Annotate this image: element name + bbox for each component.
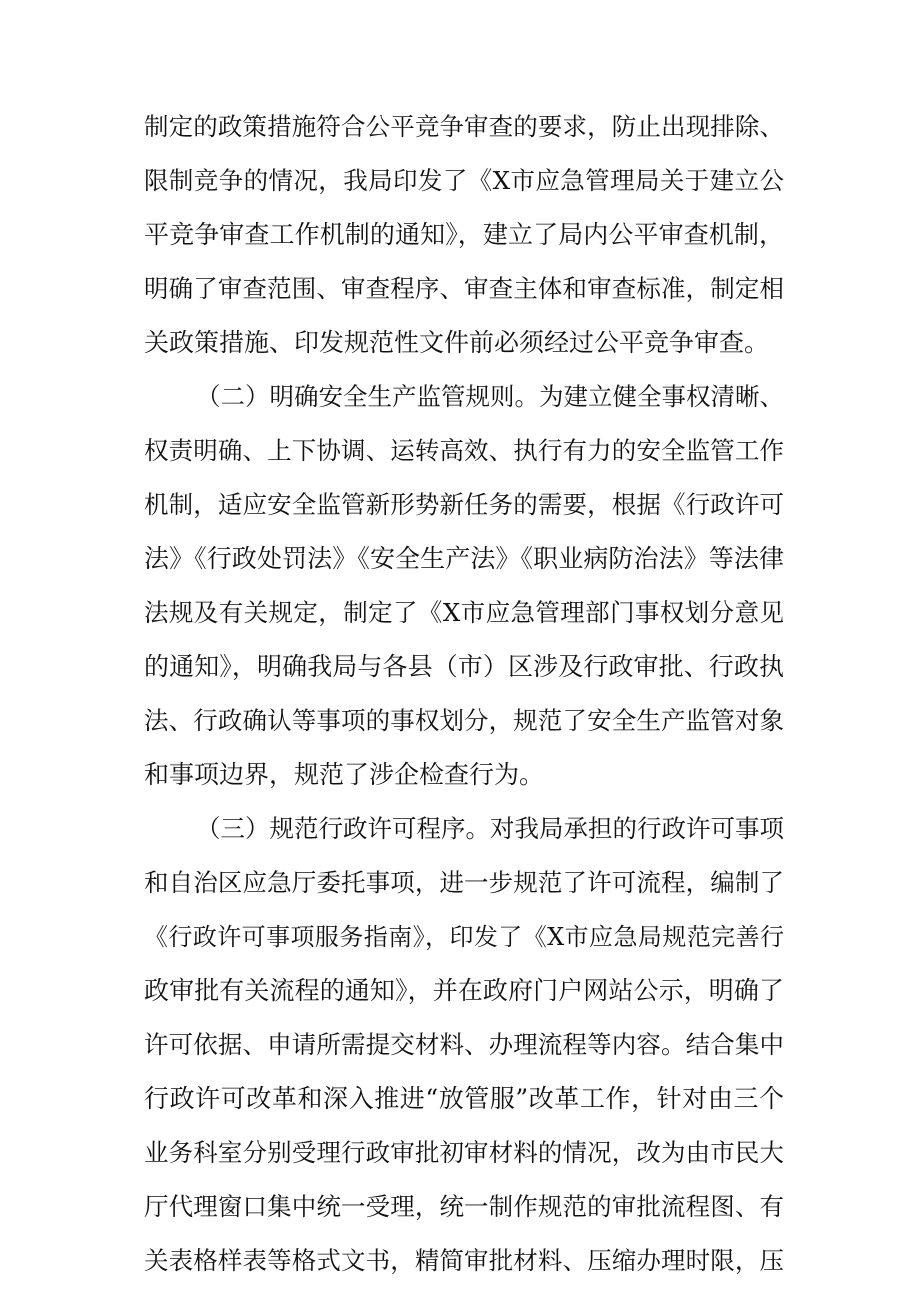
text-line: 平竞争审查工作机制的通知》，建立了局内公平审查机制， <box>144 220 784 249</box>
text-line: 权责明确、上下协调、运转高效、执行有力的安全监管工作 <box>144 436 784 465</box>
text-line: 机制，适应安全监管新形势新任务的需要，根据《行政许可 <box>144 490 784 519</box>
paragraph-heading-3: （三）规范行政许可程序。对我局承担的行政许可事项 <box>196 814 784 843</box>
text-line: 的通知》，明确我局与各县（市）区涉及行政审批、行政执 <box>144 652 784 681</box>
text-line: 厅代理窗口集中统一受理，统一制作规范的审批流程图、有 <box>144 1192 784 1221</box>
text-line: 法、行政确认等事项的事权划分，规范了安全生产监管对象 <box>144 706 784 735</box>
text-line: 行政许可改革和深入推进“放管服”改革工作，针对由三个 <box>144 1084 784 1113</box>
text-line: 关政策措施、印发规范性文件前必须经过公平竞争审查。 <box>144 328 770 357</box>
text-line: 许可依据、申请所需提交材料、办理流程等内容。结合集中 <box>144 1030 784 1059</box>
text-line: 业务科室分别受理行政审批初审材料的情况，改为由市民大 <box>144 1138 784 1167</box>
text-line: 法》《行政处罚法》《安全生产法》《职业病防治法》等法律 <box>144 544 784 573</box>
text-line: 和事项边界，规范了涉企检查行为。 <box>144 760 545 789</box>
text-line: 法规及有关规定，制定了《X市应急管理部门事权划分意见 <box>144 598 784 627</box>
text-line: 明确了审查范围、审查程序、审查主体和审查标准，制定相 <box>144 274 784 303</box>
text-line: 《行政许可事项服务指南》，印发了《X市应急局规范完善行 <box>144 923 784 951</box>
text-line: 制定的政策措施符合公平竞争审查的要求，防止出现排除、 <box>144 112 784 141</box>
paragraph-heading-2: （二）明确安全生产监管规则。为建立健全事权清晰、 <box>196 382 784 411</box>
text-line: 和自治区应急厅委托事项，进一步规范了许可流程，编制了 <box>144 868 784 897</box>
text-line: 限制竞争的情况，我局印发了《X市应急管理局关于建立公 <box>144 166 784 195</box>
text-line: 政审批有关流程的通知》，并在政府门户网站公示，明确了 <box>144 976 784 1005</box>
text-line: 关表格样表等格式文书，精简审批材料、压缩办理时限，压 <box>144 1246 784 1275</box>
